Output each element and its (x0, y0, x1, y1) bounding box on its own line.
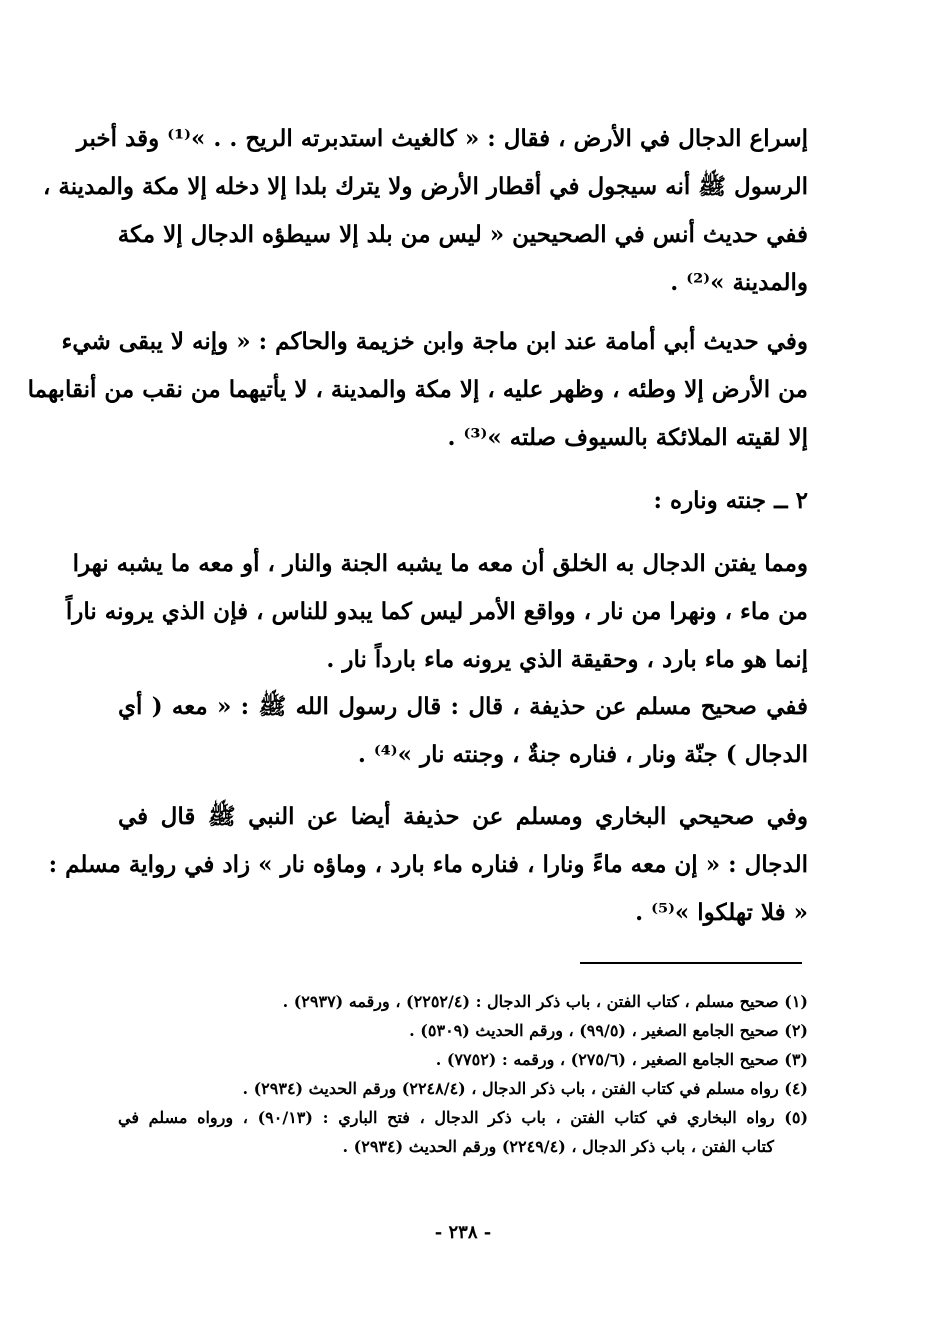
footnotes (118, 987, 808, 1161)
footnote-separator (580, 962, 802, 964)
paragraph-line: وفي حديث أبي أمامة عند ابن ماجة وابن خزيمة والحاكم : « وإنه لا يبقى شيء (61, 328, 808, 355)
paragraph-line: ففي صحيح مسلم عن حذيفة ، قال : قال رسول الله ﷺ : « معه ( أي (118, 693, 808, 720)
paragraph-line: « فلا تهلكوا »⁽⁵⁾ . (635, 899, 808, 926)
paragraph-line: إسراع الدجال في الأرض ، فقال : « كالغيث استدبرته الريح . . »⁽¹⁾ وقد أخبر (76, 125, 808, 152)
paragraph-3 (65, 540, 808, 684)
paragraph-line: وفي صحيحي البخاري ومسلم عن حذيفة أيضا عن النبي ﷺ قال في (118, 803, 808, 830)
paragraph-line: الدجال : « إن معه ماءً ونارا ، فناره ماء بارد ، وماؤه نار » زاد في رواية مسلم : (48, 851, 808, 878)
page-number: - ٢٣٨ - (434, 1222, 492, 1243)
footnote: (٤) رواه مسلم في كتاب الفتن ، باب ذكر الدجال ، (٢٢٤٨/٤) ورقم الحديث (٢٩٣٤) . (242, 1079, 808, 1098)
paragraph-4 (118, 683, 808, 779)
paragraph-1 (42, 115, 808, 307)
footnote: (٣) صحيح الجامع الصغير ، (٢٧٥/٦) ، ورقمه : (٧٧٥٢) . (435, 1050, 808, 1069)
footnote-continuation: كتاب الفتن ، باب ذكر الدجال ، (٢٢٤٩/٤) ورقم الحديث (٢٩٣٤) . (342, 1137, 774, 1156)
paragraph-line: الرسول ﷺ أنه سيجول في أقطار الأرض ولا يترك بلدا إلا دخله إلا مكة والمدينة ، (42, 173, 808, 200)
paragraph-line: ففي حديث أنس في الصحيحين « ليس من بلد إلا سيطؤه الدجال إلا مكة (117, 221, 808, 248)
paragraph-line: إنما هو ماء بارد ، وحقيقة الذي يرونه ماء بارداً نار . (326, 646, 808, 673)
footnote: (٥) رواه البخاري في كتاب الفتن ، باب ذكر الدجال ، فتح الباري : (٩٠/١٣) ، ورواه مسلم في (118, 1108, 809, 1127)
paragraph-2 (27, 318, 808, 462)
footnote: (٢) صحيح الجامع الصغير ، (٩٩/٥) ، ورقم الحديث (٥٣٠٩) . (409, 1021, 808, 1040)
section-heading (118, 477, 808, 525)
paragraph-5 (48, 793, 808, 937)
paragraph-line: والمدينة »⁽²⁾ . (670, 269, 808, 296)
paragraph-line: ومما يفتن الدجال به الخلق أن معه ما يشبه الجنة والنار ، أو معه ما يشبه نهرا (72, 550, 808, 577)
footnote: (١) صحيح مسلم ، كتاب الفتن ، باب ذكر الدجال : (٢٢٥٢/٤) ، ورقمه (٢٩٣٧) . (282, 992, 808, 1011)
paragraph-line: إلا لقيته الملائكة بالسيوف صلته »⁽³⁾ . (447, 424, 808, 451)
paragraph-line: الدجال ) جنّة ونار ، فناره جنةٌ ، وجنته نار »⁽⁴⁾ . (357, 741, 808, 768)
paragraph-line: من ماء ، ونهرا من نار ، وواقع الأمر ليس كما يبدو للناس ، فإن الذي يرونه ناراً (65, 598, 808, 625)
section-heading-text: ٢ ــ جنته وناره : (653, 487, 808, 514)
paragraph-line: من الأرض إلا وطئه ، وظهر عليه ، إلا مكة والمدينة ، لا يأتيهما من نقب من أنقابهما (27, 376, 808, 403)
